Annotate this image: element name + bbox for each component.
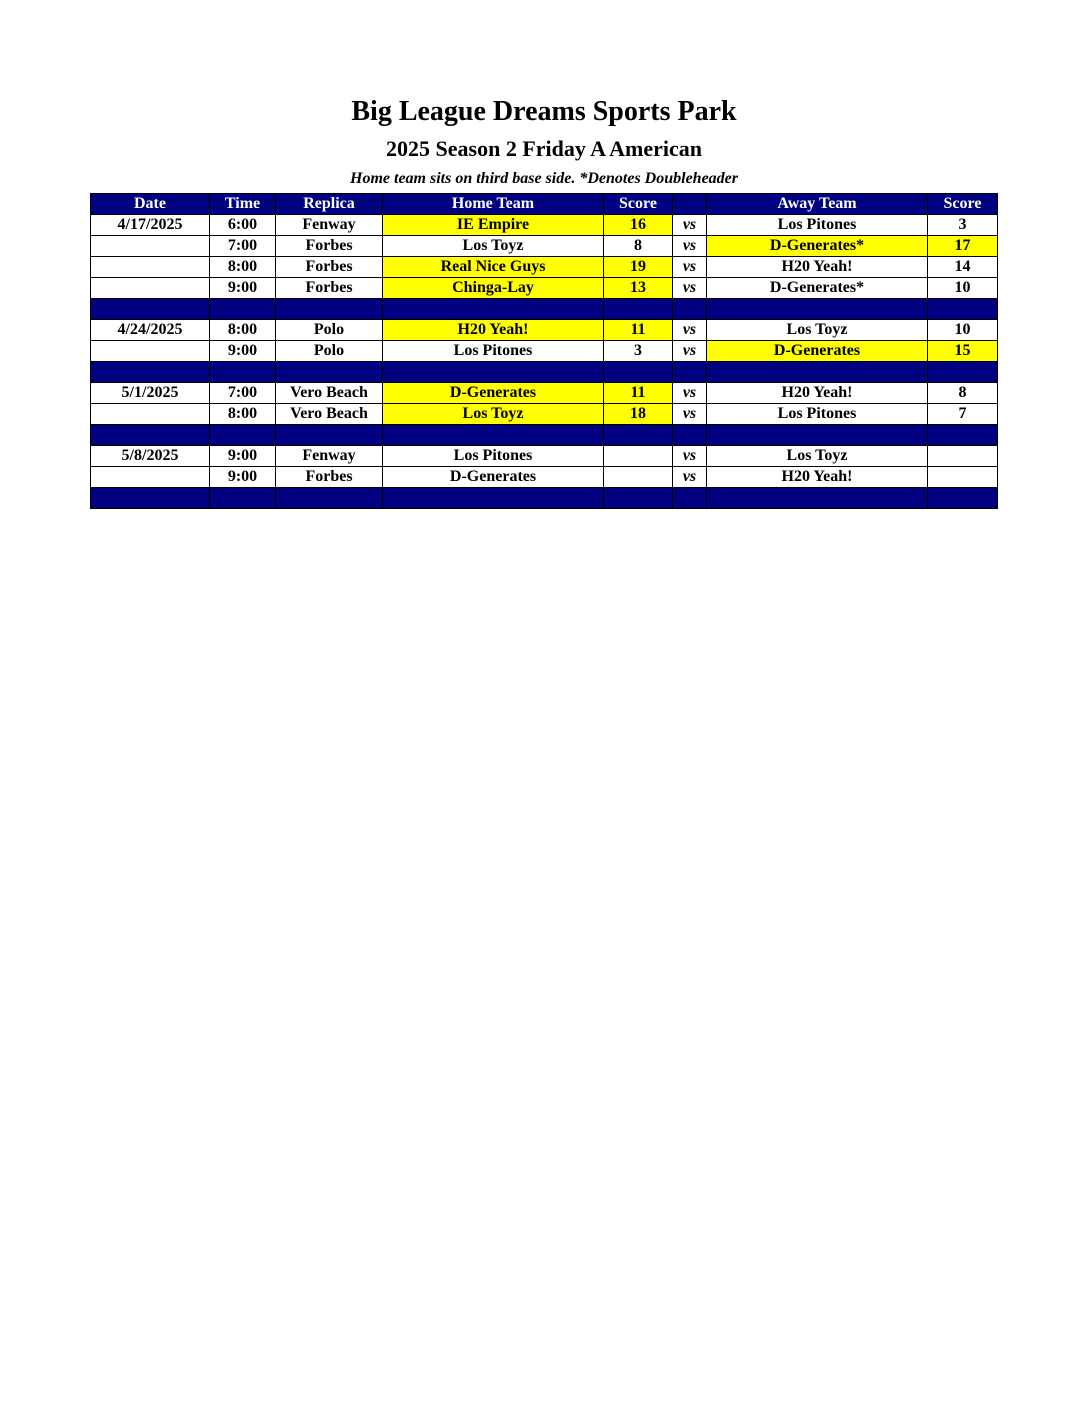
column-header-away-score: Score bbox=[928, 194, 998, 215]
separator-cell bbox=[604, 299, 673, 320]
separator-cell bbox=[604, 425, 673, 446]
replica-cell: Polo bbox=[276, 341, 383, 362]
home-score-cell: 8 bbox=[604, 236, 673, 257]
time-cell: 8:00 bbox=[210, 404, 276, 425]
separator-cell bbox=[276, 362, 383, 383]
away-team-cell: D-Generates bbox=[707, 341, 928, 362]
home-team-cell: H20 Yeah! bbox=[383, 320, 604, 341]
vs-cell: vs bbox=[673, 446, 707, 467]
separator-cell bbox=[383, 425, 604, 446]
time-cell: 9:00 bbox=[210, 341, 276, 362]
separator-cell bbox=[707, 488, 928, 509]
separator-cell bbox=[707, 299, 928, 320]
away-score-cell: 17 bbox=[928, 236, 998, 257]
away-team-cell: H20 Yeah! bbox=[707, 467, 928, 488]
replica-cell: Forbes bbox=[276, 278, 383, 299]
replica-cell: Forbes bbox=[276, 467, 383, 488]
separator-cell bbox=[928, 425, 998, 446]
time-cell: 7:00 bbox=[210, 383, 276, 404]
schedule-body bbox=[91, 215, 998, 509]
home-score-cell: 13 bbox=[604, 278, 673, 299]
date-cell: 5/8/2025 bbox=[91, 446, 210, 467]
away-team-cell: Los Toyz bbox=[707, 446, 928, 467]
time-cell: 6:00 bbox=[210, 215, 276, 236]
separator-cell bbox=[673, 488, 707, 509]
date-cell: 4/24/2025 bbox=[91, 320, 210, 341]
separator-cell bbox=[707, 425, 928, 446]
time-cell: 9:00 bbox=[210, 467, 276, 488]
date-cell bbox=[91, 257, 210, 278]
replica-cell: Fenway bbox=[276, 446, 383, 467]
replica-cell: Vero Beach bbox=[276, 404, 383, 425]
separator-cell bbox=[604, 362, 673, 383]
home-team-cell: Chinga-Lay bbox=[383, 278, 604, 299]
vs-cell: vs bbox=[673, 215, 707, 236]
replica-cell: Fenway bbox=[276, 215, 383, 236]
table-row bbox=[91, 278, 998, 299]
vs-cell: vs bbox=[673, 404, 707, 425]
home-score-cell bbox=[604, 446, 673, 467]
separator-cell bbox=[210, 488, 276, 509]
column-header-home-team: Home Team bbox=[383, 194, 604, 215]
column-header-home-score: Score bbox=[604, 194, 673, 215]
date-cell bbox=[91, 341, 210, 362]
separator-cell bbox=[210, 299, 276, 320]
separator-cell bbox=[673, 425, 707, 446]
separator-row bbox=[91, 425, 998, 446]
home-team-cell: Los Pitones bbox=[383, 446, 604, 467]
away-team-cell: D-Generates* bbox=[707, 278, 928, 299]
date-cell bbox=[91, 278, 210, 299]
separator-cell bbox=[928, 362, 998, 383]
separator-row bbox=[91, 299, 998, 320]
date-cell: 5/1/2025 bbox=[91, 383, 210, 404]
away-score-cell: 7 bbox=[928, 404, 998, 425]
replica-cell: Vero Beach bbox=[276, 383, 383, 404]
separator-cell bbox=[673, 299, 707, 320]
table-row bbox=[91, 341, 998, 362]
table-row bbox=[91, 446, 998, 467]
separator-cell bbox=[673, 362, 707, 383]
page-title: Big League Dreams Sports Park bbox=[351, 96, 737, 127]
column-header-vs bbox=[673, 194, 707, 215]
separator-cell bbox=[276, 488, 383, 509]
away-score-cell: 10 bbox=[928, 320, 998, 341]
table-row bbox=[91, 257, 998, 278]
time-cell: 9:00 bbox=[210, 278, 276, 299]
schedule-table bbox=[90, 193, 998, 509]
home-team-cell: Real Nice Guys bbox=[383, 257, 604, 278]
time-cell: 7:00 bbox=[210, 236, 276, 257]
vs-cell: vs bbox=[673, 467, 707, 488]
home-team-cell: IE Empire bbox=[383, 215, 604, 236]
vs-cell: vs bbox=[673, 341, 707, 362]
away-team-cell: Los Pitones bbox=[707, 404, 928, 425]
separator-row bbox=[91, 362, 998, 383]
home-team-cell: Los Toyz bbox=[383, 404, 604, 425]
separator-cell bbox=[707, 362, 928, 383]
separator-cell bbox=[210, 425, 276, 446]
table-row bbox=[91, 383, 998, 404]
time-cell: 8:00 bbox=[210, 257, 276, 278]
home-score-cell bbox=[604, 467, 673, 488]
separator-cell bbox=[91, 488, 210, 509]
date-cell bbox=[91, 467, 210, 488]
column-header-time: Time bbox=[210, 194, 276, 215]
table-row bbox=[91, 467, 998, 488]
home-team-cell: D-Generates bbox=[383, 383, 604, 404]
separator-cell bbox=[91, 425, 210, 446]
away-score-cell: 15 bbox=[928, 341, 998, 362]
away-team-cell: H20 Yeah! bbox=[707, 257, 928, 278]
vs-cell: vs bbox=[673, 383, 707, 404]
separator-cell bbox=[91, 362, 210, 383]
time-cell: 9:00 bbox=[210, 446, 276, 467]
away-score-cell: 3 bbox=[928, 215, 998, 236]
replica-cell: Polo bbox=[276, 320, 383, 341]
schedule-note: Home team sits on third base side. *Denotes Doubleheader bbox=[350, 170, 738, 187]
column-header-date: Date bbox=[91, 194, 210, 215]
table-row bbox=[91, 215, 998, 236]
home-score-cell: 16 bbox=[604, 215, 673, 236]
separator-cell bbox=[91, 299, 210, 320]
replica-cell: Forbes bbox=[276, 257, 383, 278]
away-score-cell bbox=[928, 446, 998, 467]
page-subtitle: 2025 Season 2 Friday A American bbox=[386, 136, 702, 161]
home-score-cell: 11 bbox=[604, 320, 673, 341]
separator-cell bbox=[276, 299, 383, 320]
away-score-cell: 10 bbox=[928, 278, 998, 299]
away-score-cell: 8 bbox=[928, 383, 998, 404]
date-cell: 4/17/2025 bbox=[91, 215, 210, 236]
vs-cell: vs bbox=[673, 278, 707, 299]
time-cell: 8:00 bbox=[210, 320, 276, 341]
home-team-cell: Los Toyz bbox=[383, 236, 604, 257]
home-score-cell: 11 bbox=[604, 383, 673, 404]
away-score-cell bbox=[928, 467, 998, 488]
date-cell bbox=[91, 236, 210, 257]
table-row bbox=[91, 404, 998, 425]
column-header-away-team: Away Team bbox=[707, 194, 928, 215]
separator-cell bbox=[383, 488, 604, 509]
separator-cell bbox=[383, 362, 604, 383]
separator-cell bbox=[928, 299, 998, 320]
separator-cell bbox=[383, 299, 604, 320]
home-score-cell: 3 bbox=[604, 341, 673, 362]
separator-cell bbox=[276, 425, 383, 446]
column-header-replica: Replica bbox=[276, 194, 383, 215]
away-team-cell: Los Pitones bbox=[707, 215, 928, 236]
away-team-cell: H20 Yeah! bbox=[707, 383, 928, 404]
vs-cell: vs bbox=[673, 320, 707, 341]
table-header-row bbox=[91, 194, 998, 215]
separator-row bbox=[91, 488, 998, 509]
vs-cell: vs bbox=[673, 236, 707, 257]
date-cell bbox=[91, 404, 210, 425]
home-team-cell: Los Pitones bbox=[383, 341, 604, 362]
away-team-cell: D-Generates* bbox=[707, 236, 928, 257]
home-score-cell: 19 bbox=[604, 257, 673, 278]
separator-cell bbox=[210, 362, 276, 383]
vs-cell: vs bbox=[673, 257, 707, 278]
replica-cell: Forbes bbox=[276, 236, 383, 257]
separator-cell bbox=[928, 488, 998, 509]
away-team-cell: Los Toyz bbox=[707, 320, 928, 341]
separator-cell bbox=[604, 488, 673, 509]
away-score-cell: 14 bbox=[928, 257, 998, 278]
home-team-cell: D-Generates bbox=[383, 467, 604, 488]
table-row bbox=[91, 236, 998, 257]
home-score-cell: 18 bbox=[604, 404, 673, 425]
table-row bbox=[91, 320, 998, 341]
